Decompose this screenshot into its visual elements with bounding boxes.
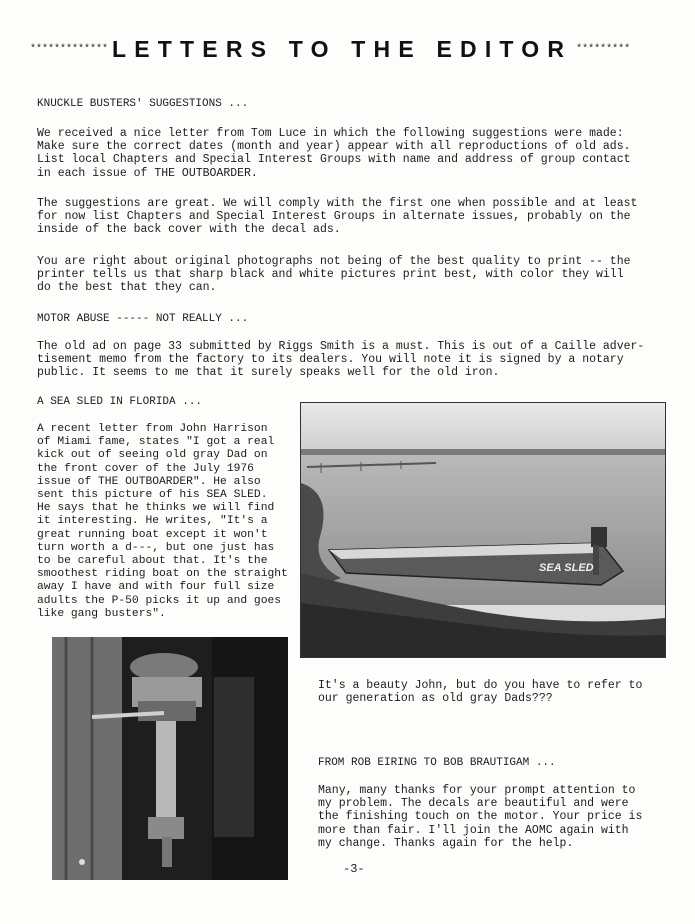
outboard-motor-image [52, 637, 288, 880]
text-line: inside of the back cover with the decal ads. [37, 223, 341, 237]
text-line: the finishing touch on the motor. Your price is [318, 810, 643, 824]
text-line: the front cover of the July 1976 [37, 462, 254, 475]
text-line: of Miami fame, states "I got a real [37, 436, 275, 449]
outboard-motor-photo [52, 637, 288, 880]
text-line: printer tells us that sharp black and white pictures print best, with color they will [37, 268, 624, 282]
text-line: do the best that they can. [37, 281, 217, 295]
paragraph-suggestions-reply [37, 197, 637, 237]
page-title: LETTERS TO THE EDITOR [112, 35, 573, 62]
boat-hull-label: SEA SLED [539, 562, 594, 574]
text-line: Many, many thanks for your prompt attention to [318, 784, 636, 797]
text-line: it interesting. He writes, "It's a [37, 515, 268, 528]
text-line: It's a beauty John, but do you have to refer to [318, 679, 643, 692]
text-line: issue of THE OUTBOARDER". He also [37, 475, 261, 488]
header-stars-right: ********* [576, 43, 631, 55]
boat-photo-caption [318, 679, 642, 705]
paragraph-rob-eiring-letter [318, 784, 642, 850]
text-line: We received a nice letter from Tom Luce in which the following suggestions were made: [37, 127, 624, 140]
section-heading-sea-sled: A SEA SLED IN FLORIDA ... [37, 396, 203, 408]
page-number: -3- [343, 862, 365, 876]
text-line: my change. Thanks again for the help. [318, 836, 574, 850]
section-heading-rob-eiring: FROM ROB EIRING TO BOB BRAUTIGAM ... [318, 757, 556, 769]
header-stars-left: ************* [30, 43, 109, 55]
paragraph-photographs [37, 255, 631, 295]
text-line: tisement memo from the factory to its dealers. You will note it is signed by a notary [37, 353, 624, 367]
text-line: Make sure the correct dates (month and year) appear with all reproductions of old ads. [37, 140, 631, 154]
paragraph-sea-sled-letter [37, 423, 288, 621]
paragraph-caille-ad [37, 340, 644, 380]
text-line: public. It seems to me that it surely speaks well for the old iron. [37, 366, 500, 380]
text-line: The suggestions are great. We will comply with the first one when possible and at least [37, 197, 638, 210]
text-line: kick out of seeing old gray Dad on [37, 449, 268, 462]
text-line: turn worth a d---, but one just has [37, 541, 275, 554]
text-line: He says that he thinks we will find [37, 502, 275, 515]
text-line: our generation as old gray Dads??? [318, 692, 553, 706]
text-line: smoothest riding boat on the straight [37, 568, 288, 581]
text-line: great running boat except it won't [37, 528, 268, 541]
text-line: to be careful about that. It's the [37, 555, 268, 568]
text-line: like gang busters". [37, 607, 166, 620]
page-header [30, 34, 670, 64]
text-line: You are right about original photographs not being of the best quality to print -- the [37, 255, 631, 268]
section-heading-motor-abuse: MOTOR ABUSE ----- NOT REALLY ... [37, 313, 249, 325]
text-line: A recent letter from John Harrison [37, 423, 268, 435]
text-line: List local Chapters and Special Interest Groups with name and address of group contact [37, 153, 631, 167]
sea-sled-boat-photo [300, 402, 666, 658]
paragraph-suggestions [37, 127, 631, 180]
text-line: more than fair. I'll join the AOMC again with [318, 823, 629, 837]
text-line: in each issue of THE OUTBOARDER. [37, 166, 258, 180]
text-line: for now list Chapters and Special Interest Groups in alternate issues, probably on the [37, 210, 631, 224]
section-heading-knuckle-busters: KNUCKLE BUSTERS' SUGGESTIONS ... [37, 98, 249, 110]
text-line: The old ad on page 33 submitted by Riggs Smith is a must. This is out of a Caille adver- [37, 340, 645, 353]
sea-sled-photo-image [301, 403, 665, 657]
text-line: adults the P-50 picks it up and goes [37, 594, 282, 607]
text-line: away I have and with four full size [37, 581, 275, 594]
text-line: my problem. The decals are beautiful and were [318, 797, 629, 811]
text-line: sent this picture of his SEA SLED. [37, 489, 268, 502]
